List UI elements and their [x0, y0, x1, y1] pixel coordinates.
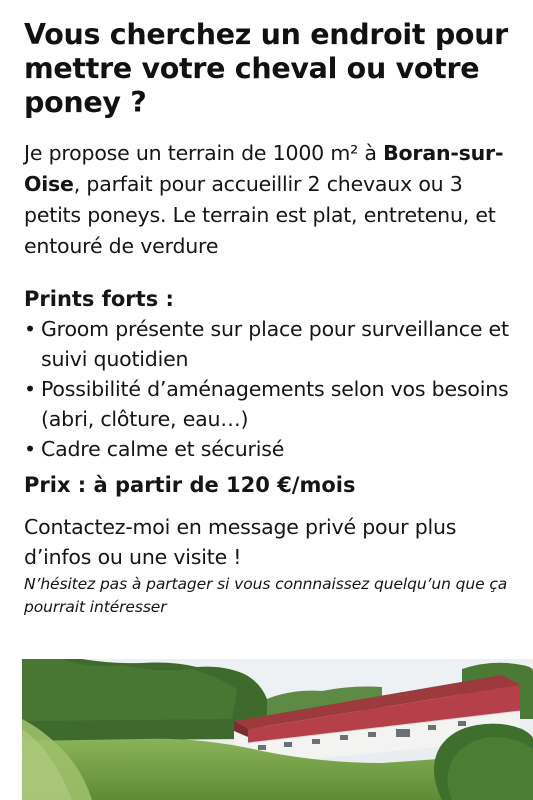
bullet-marker: •: [24, 317, 36, 341]
intro-text-start: Je propose un terrain de 1000 m² à: [24, 141, 384, 165]
listing-post: [24, 18, 520, 619]
barn-photo-illustration: [22, 659, 533, 800]
list-item-text: Possibilité d’aménagements selon vos besoins (abri, clôture, eau…): [41, 377, 509, 431]
listing-title: Vous cherchez un endroit pour mettre votre cheval ou votre poney ?: [24, 18, 508, 119]
bullet-marker: •: [24, 437, 36, 461]
list-item: [24, 374, 520, 434]
list-item: [24, 434, 520, 464]
bullet-marker: •: [24, 377, 36, 401]
location-name: Boran-sur-Oise: [24, 141, 504, 196]
list-item-text: Cadre calme et sécurisé: [41, 437, 285, 461]
strengths-heading: Prints forts :: [24, 287, 174, 311]
list-item-text: Groom présente sur place pour surveillance et suivi quotidien: [41, 317, 509, 371]
share-note: N’hésitez pas à partager si vous connnaissez quelqu’un que ça pourrait intéresser: [24, 575, 508, 616]
list-item: [24, 314, 520, 374]
strengths-list: [24, 314, 520, 464]
price-line: Prix : à partir de 120 €/mois: [24, 473, 356, 497]
barn-photo: [22, 659, 533, 800]
intro-paragraph: [24, 138, 520, 262]
intro-text-end: , parfait pour accueillir 2 chevaux ou 3 petits poneys. Le terrain est plat, entretenu, et entouré de verdure: [24, 172, 496, 258]
contact-message: Contactez-moi en message privé pour plus d’infos ou une visite !: [24, 515, 457, 569]
